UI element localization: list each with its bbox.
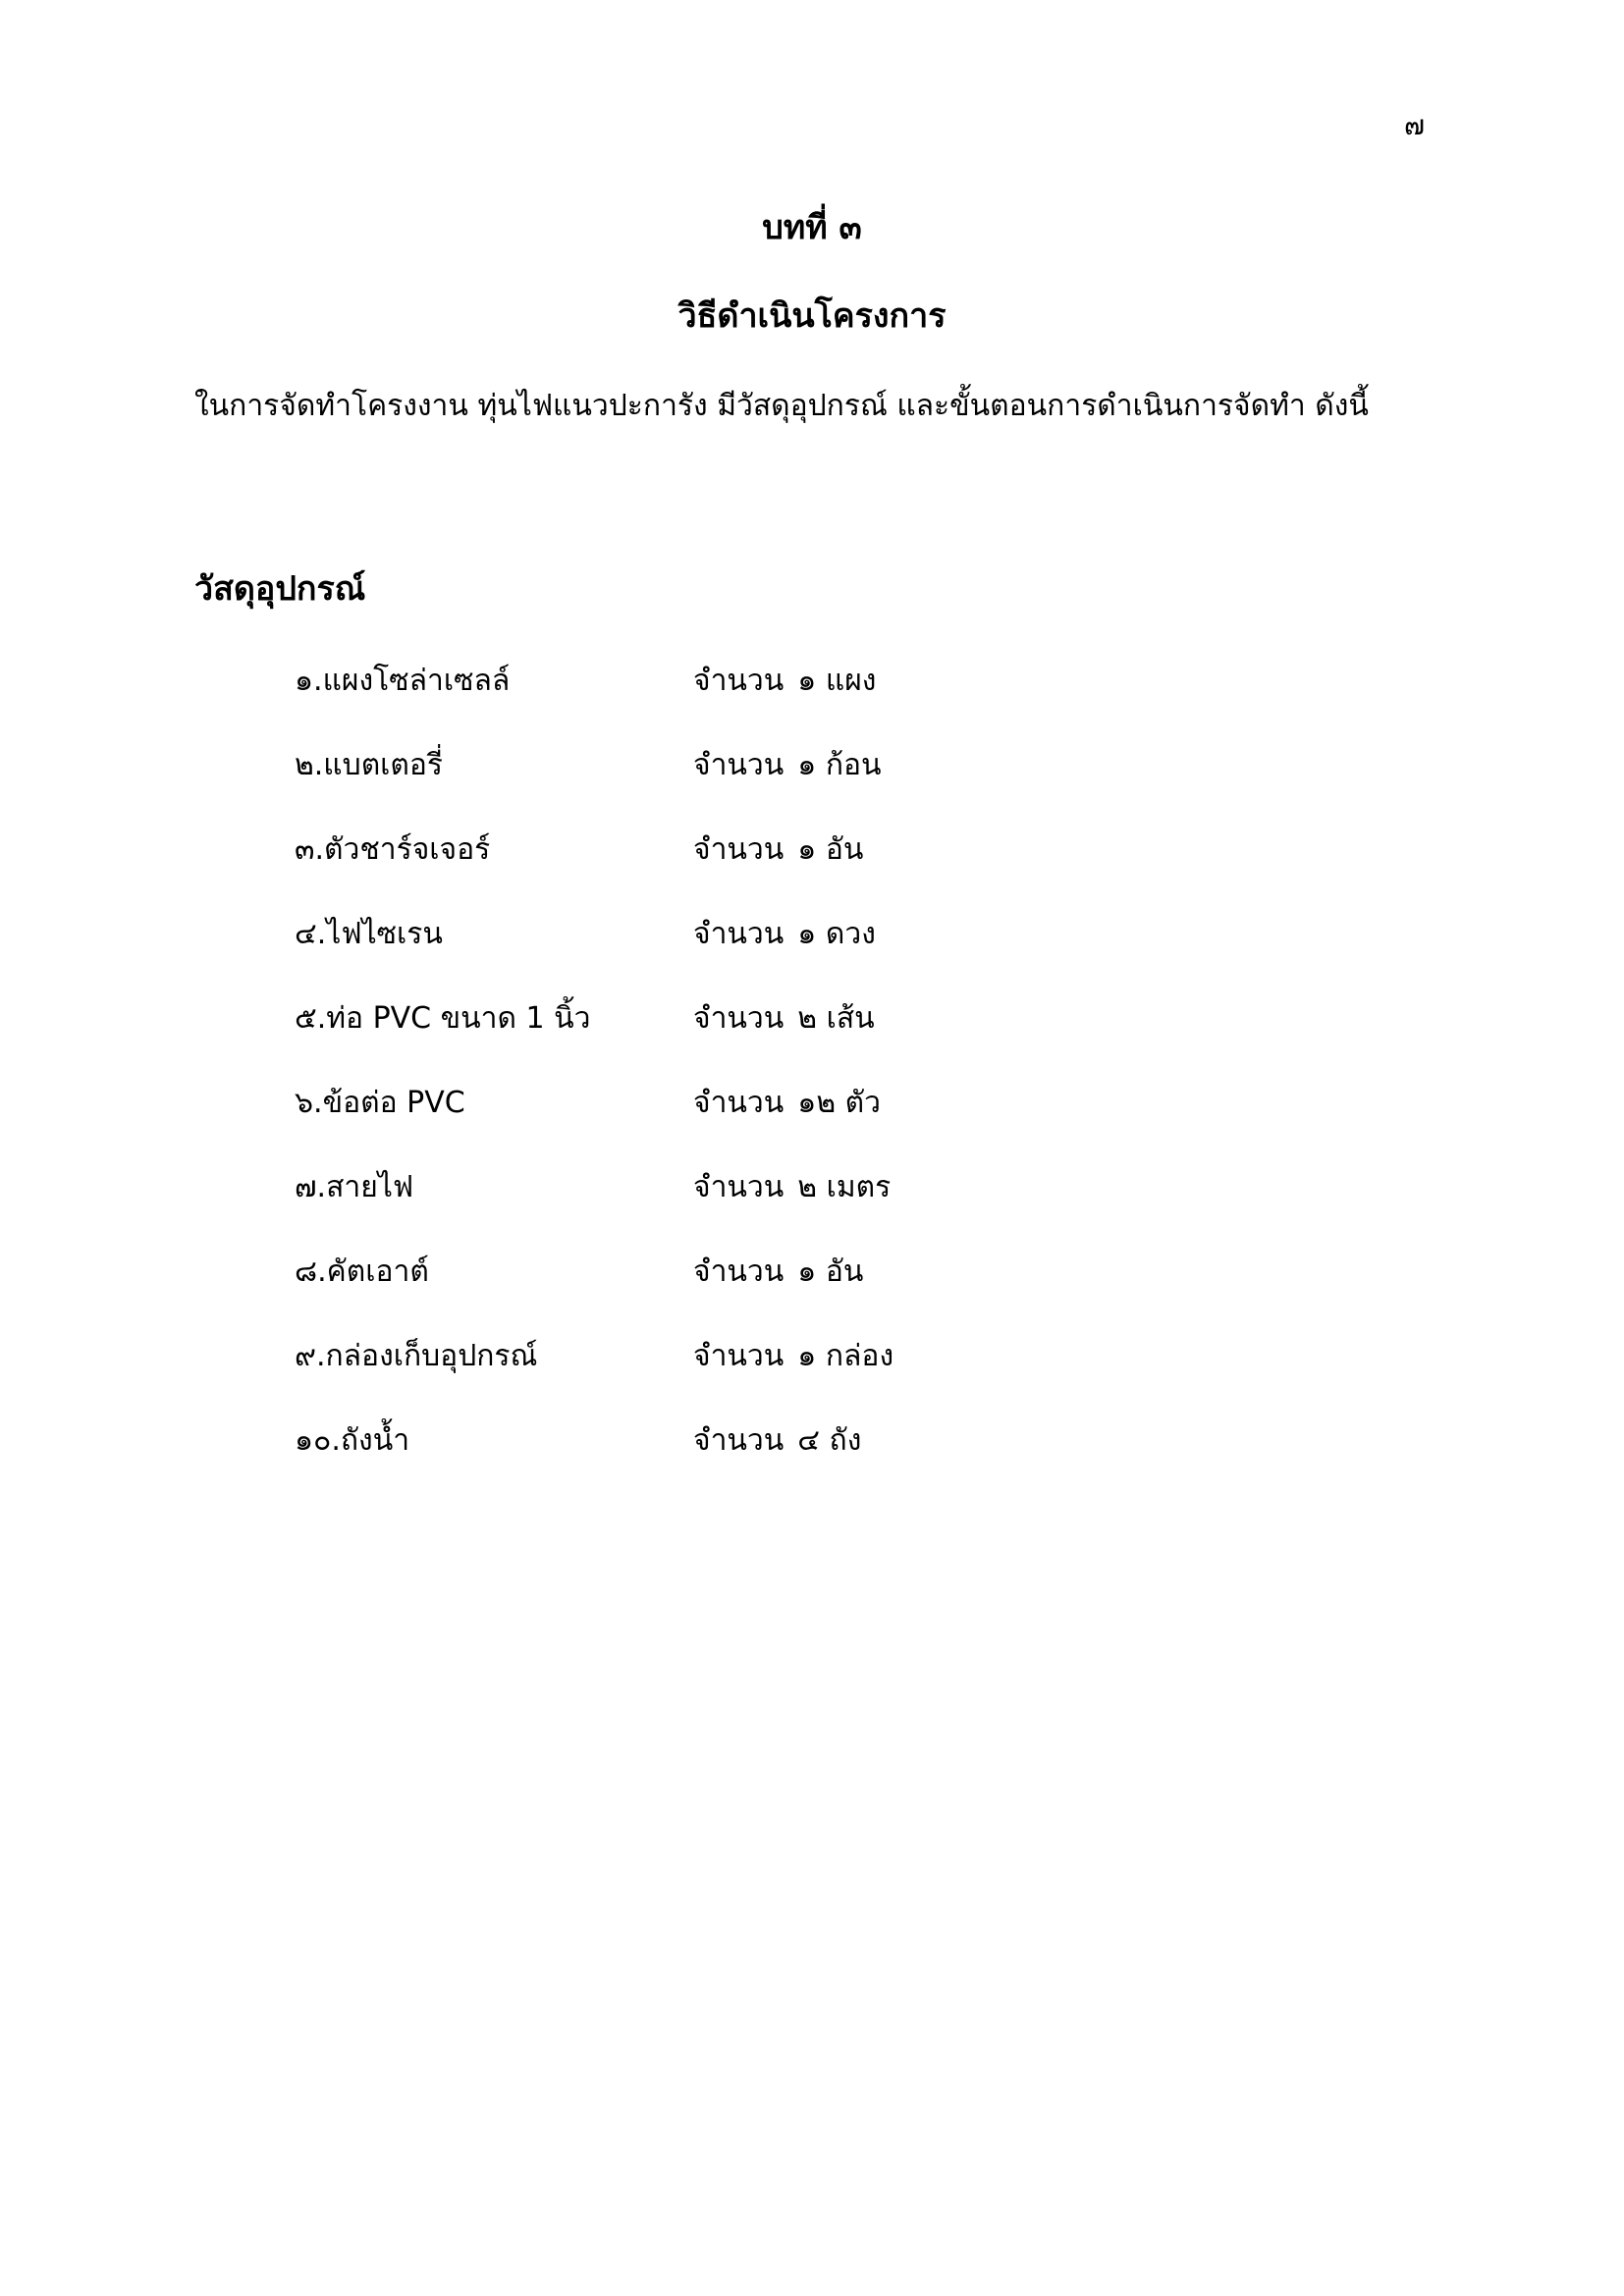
material-name: ๓.ตัวชาร์จเจอร์ (295, 832, 491, 867)
materials-list (295, 660, 1178, 1504)
quantity-value: ๑ อัน (797, 832, 864, 867)
quantity-value: ๑ ก้อน (797, 748, 882, 782)
list-item (295, 1419, 1178, 1504)
material-name: ๖.ข้อต่อ PVC (295, 1086, 465, 1120)
quantity-label: จำนวน (693, 917, 785, 951)
list-item (295, 744, 1178, 828)
material-name: ๗.สายไฟ (295, 1170, 414, 1204)
material-quantity (693, 913, 876, 956)
quantity-label: จำนวน (693, 1339, 785, 1373)
material-name: ๙.กล่องเก็บอุปกรณ์ (295, 1339, 538, 1373)
list-item (295, 1251, 1178, 1335)
material-name: ๑.แผงโซล่าเซลล์ (295, 664, 511, 698)
quantity-value: ๑ แผง (797, 664, 877, 698)
quantity-label: จำนวน (693, 664, 785, 698)
material-quantity (693, 1335, 893, 1378)
material-quantity (693, 997, 875, 1041)
material-quantity (693, 828, 863, 872)
list-item (295, 1082, 1178, 1166)
list-item (295, 828, 1178, 913)
quantity-label: จำนวน (693, 748, 785, 782)
quantity-label: จำนวน (693, 1255, 785, 1289)
quantity-value: ๑ อัน (797, 1255, 864, 1289)
material-quantity (693, 660, 876, 703)
material-name: ๘.คัตเอาต์ (295, 1255, 429, 1289)
quantity-label: จำนวน (693, 1170, 785, 1204)
quantity-value: ๑ กล่อง (797, 1339, 894, 1373)
list-item (295, 1166, 1178, 1251)
material-quantity (693, 1082, 881, 1125)
intro-paragraph: ในการจัดทำโครงงาน ทุ่นไฟแนวปะการัง มีวัสดุอุปกรณ์ และขั้นตอนการดำเนินการจัดทำ ดังนี้ (194, 389, 1369, 423)
list-item (295, 997, 1178, 1082)
quantity-label: จำนวน (693, 832, 785, 867)
quantity-label: จำนวน (693, 1001, 785, 1036)
material-name: ๒.แบตเตอรี่ (295, 748, 444, 782)
material-quantity (693, 1251, 863, 1294)
quantity-value: ๑ ดวง (797, 917, 876, 951)
material-quantity (693, 1166, 891, 1209)
quantity-value: ๑๒ ตัว (797, 1086, 881, 1120)
chapter-label: บทที่ ๓ (762, 208, 862, 247)
list-item (295, 1335, 1178, 1419)
page-number: ๗ (1404, 109, 1426, 141)
materials-heading: วัสดุอุปกรณ์ (194, 569, 366, 609)
material-name: ๔.ไฟไซเรน (295, 917, 443, 951)
quantity-value: ๒ เมตร (797, 1170, 892, 1204)
material-name: ๕.ท่อ PVC ขนาด 1 นิ้ว (295, 1001, 591, 1036)
material-name: ๑๐.ถังน้ำ (295, 1423, 410, 1458)
quantity-label: จำนวน (693, 1423, 785, 1458)
list-item (295, 913, 1178, 997)
chapter-title: วิธีดำเนินโครงการ (677, 296, 947, 336)
quantity-label: จำนวน (693, 1086, 785, 1120)
material-quantity (693, 1419, 861, 1463)
quantity-value: ๒ เส้น (797, 1001, 875, 1036)
list-item (295, 660, 1178, 744)
material-quantity (693, 744, 882, 787)
quantity-value: ๔ ถัง (797, 1423, 862, 1458)
